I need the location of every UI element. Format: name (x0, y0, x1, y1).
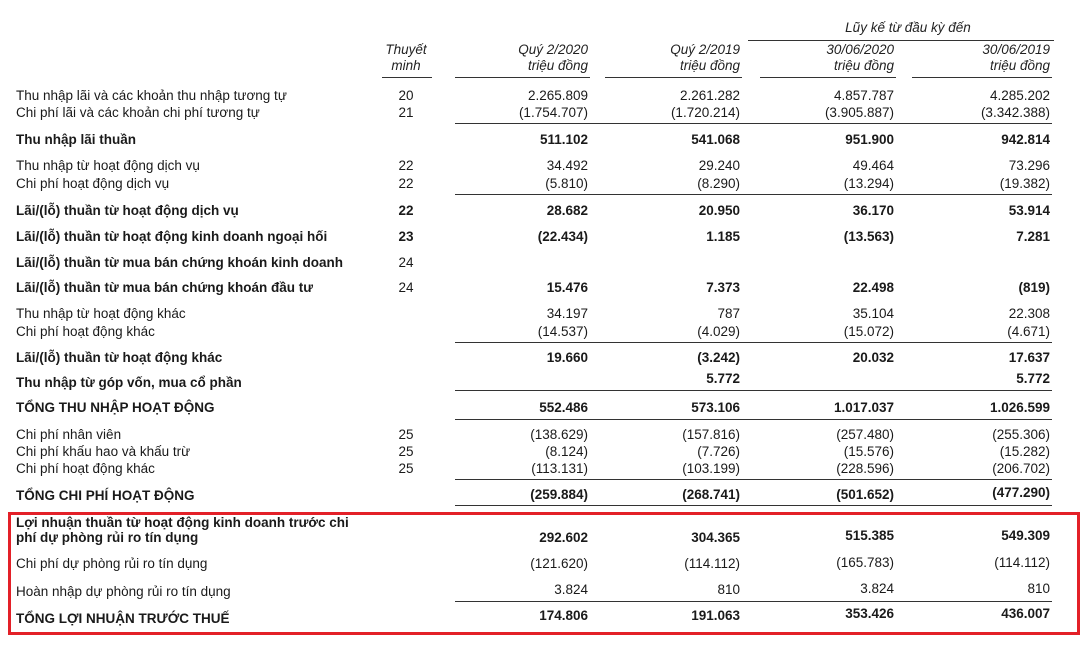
row-value-q2-2019: (114.112) (684, 556, 740, 571)
row-label: Lãi/(lỗ) thuần từ hoạt động khác (16, 350, 223, 365)
row-value-q2-2019: (3.242) (697, 350, 740, 365)
row-value-q2-2020: 34.197 (546, 306, 588, 321)
q2-2020-column-header: Quý 2/2020 triệu đồng (518, 42, 588, 73)
row-value-q2-2020: 2.265.809 (527, 88, 588, 103)
row-value-q2-2019: (268.741) (682, 487, 740, 502)
row-value-ytd-2019: (15.282) (999, 444, 1050, 459)
row-value-ytd-2019: (255.306) (992, 427, 1050, 442)
row-note: 24 (398, 255, 414, 270)
row-label: Thu nhập từ hoạt động khác (16, 306, 186, 321)
row-label: TỔNG CHI PHÍ HOẠT ĐỘNG (16, 488, 195, 503)
row-note: 25 (398, 461, 414, 476)
row-label: Chi phí lãi và các khoản chi phí tương tự (16, 105, 260, 120)
row-value-ytd-2019: 7.281 (1016, 229, 1050, 244)
row-note: 22 (398, 176, 414, 191)
row-value-q2-2019: 20.950 (698, 203, 740, 218)
row-label: Thu nhập từ hoạt động dịch vụ (16, 158, 200, 173)
row-value-q2-2020: 15.476 (546, 280, 588, 295)
row-value-ytd-2019: 1.026.599 (989, 400, 1050, 415)
row-value-ytd-2020: (13.294) (843, 176, 894, 191)
row-value-q2-2020: (5.810) (545, 176, 588, 191)
row-value-ytd-2020: 36.170 (852, 203, 894, 218)
row-value-ytd-2019: 810 (1027, 581, 1050, 596)
row-value-ytd-2020: 49.464 (852, 158, 894, 173)
row-value-ytd-2020: (165.783) (836, 555, 894, 570)
row-note: 22 (398, 158, 414, 173)
subtotal-rule (455, 390, 1052, 391)
row-value-q2-2020: 3.824 (554, 582, 588, 597)
row-value-q2-2019: 810 (717, 582, 740, 597)
ytd-2019-column-header: 30/06/2019 triệu đồng (982, 42, 1050, 73)
row-value-ytd-2020: (3.905.887) (824, 105, 894, 120)
row-label: Chi phí dự phòng rủi ro tín dụng (16, 556, 208, 571)
row-value-q2-2020: 174.806 (539, 608, 588, 623)
row-note: 22 (398, 203, 414, 218)
row-value-ytd-2020: 951.900 (845, 132, 894, 147)
row-value-q2-2020: (138.629) (530, 427, 588, 442)
ytd-2020-column-header: 30/06/2020 triệu đồng (826, 42, 894, 73)
row-value-ytd-2019: (114.112) (994, 555, 1050, 570)
row-label: Chi phí hoạt động khác (16, 324, 155, 339)
row-value-ytd-2019: 73.296 (1008, 158, 1050, 173)
row-value-q2-2020: 19.660 (546, 350, 588, 365)
row-value-ytd-2019: 53.914 (1008, 203, 1050, 218)
row-value-q2-2019: 787 (717, 306, 740, 321)
row-value-ytd-2020: (501.652) (836, 487, 894, 502)
note-column-header: Thuyết minh (385, 42, 427, 73)
row-value-ytd-2019: (19.382) (999, 176, 1050, 191)
row-value-q2-2020: 292.602 (539, 530, 588, 545)
row-value-q2-2019: 541.068 (691, 132, 740, 147)
row-note: 23 (398, 229, 414, 244)
row-value-q2-2020: (259.884) (530, 487, 588, 502)
row-label: Chi phí hoạt động dịch vụ (16, 176, 170, 191)
row-value-q2-2019: (157.816) (682, 427, 740, 442)
row-label: Chi phí nhân viên (16, 427, 122, 442)
row-label: TỔNG THU NHẬP HOẠT ĐỘNG (16, 400, 215, 415)
row-label: Thu nhập lãi và các khoản thu nhập tương tự (16, 88, 287, 103)
row-value-q2-2019: 7.373 (706, 280, 740, 295)
row-value-ytd-2019: 4.285.202 (989, 88, 1050, 103)
row-label: Lãi/(lỗ) thuần từ mua bán chứng khoán đầu tư (16, 280, 314, 295)
row-value-ytd-2019: 942.814 (1001, 132, 1050, 147)
row-value-q2-2019: 1.185 (706, 229, 740, 244)
row-value-q2-2020: (121.620) (530, 556, 588, 571)
header-underline-note (382, 77, 432, 78)
row-value-q2-2019: (4.029) (697, 324, 740, 339)
subtotal-rule (455, 342, 1052, 343)
row-value-ytd-2019: 17.637 (1008, 350, 1050, 365)
row-value-ytd-2019: (3.342.388) (980, 105, 1050, 120)
row-label: TỔNG LỢI NHUẬN TRƯỚC THUẾ (16, 611, 230, 626)
row-value-ytd-2019: (819) (1018, 280, 1050, 295)
row-value-q2-2019: 2.261.282 (679, 88, 740, 103)
q2-2019-column-header: Quý 2/2019 triệu đồng (670, 42, 740, 73)
row-value-ytd-2020: 3.824 (860, 581, 894, 596)
row-value-ytd-2019: (4.671) (1007, 324, 1050, 339)
row-value-ytd-2020: 1.017.037 (833, 400, 894, 415)
cumulative-header-rule (748, 40, 1054, 41)
row-value-q2-2019: (7.726) (697, 444, 740, 459)
row-value-q2-2020: 34.492 (546, 158, 588, 173)
subtotal-rule (455, 505, 1052, 506)
row-note: 21 (398, 105, 414, 120)
row-value-q2-2019: (8.290) (697, 176, 740, 191)
row-value-ytd-2020: 20.032 (852, 350, 894, 365)
row-value-ytd-2020: (13.563) (843, 229, 894, 244)
header-underline-c3 (760, 77, 896, 78)
header-underline-c4 (912, 77, 1052, 78)
row-value-ytd-2020: (15.072) (843, 324, 894, 339)
row-label: Lãi/(lỗ) thuần từ hoạt động kinh doanh ngoại hối (16, 229, 328, 244)
row-value-q2-2019: 5.772 (706, 371, 740, 386)
row-note: 25 (398, 427, 414, 442)
row-value-ytd-2020: 515.385 (845, 528, 894, 543)
row-note: 24 (398, 280, 414, 295)
row-value-ytd-2019: 436.007 (1001, 606, 1050, 621)
cumulative-header: Lũy kế từ đầu kỳ đến (845, 20, 971, 35)
row-value-q2-2020: (8.124) (545, 444, 588, 459)
row-value-ytd-2020: 22.498 (852, 280, 894, 295)
row-value-q2-2020: 511.102 (539, 132, 588, 147)
row-label: Thu nhập lãi thuần (16, 132, 136, 147)
row-value-q2-2019: 573.106 (691, 400, 740, 415)
row-value-q2-2020: (14.537) (537, 324, 588, 339)
row-label: Hoàn nhập dự phòng rủi ro tín dụng (16, 584, 231, 599)
row-value-ytd-2020: 35.104 (852, 306, 894, 321)
row-label: Chi phí khấu hao và khấu trừ (16, 444, 191, 459)
row-value-ytd-2019: (206.702) (992, 461, 1050, 476)
row-label: Lợi nhuận thuần từ hoạt động kinh doanh trước chi phí dự phòng rủi ro tín dụng (16, 515, 349, 545)
row-value-q2-2019: 304.365 (691, 530, 740, 545)
row-value-ytd-2019: 549.309 (1001, 528, 1050, 543)
row-label: Thu nhập từ góp vốn, mua cổ phần (16, 375, 242, 390)
row-value-q2-2019: 191.063 (691, 608, 740, 623)
row-label: Lãi/(lỗ) thuần từ mua bán chứng khoán kinh doanh (16, 255, 344, 270)
row-label: Chi phí hoạt động khác (16, 461, 155, 476)
header-underline-c1 (455, 77, 590, 78)
row-value-ytd-2020: (257.480) (836, 427, 894, 442)
row-value-q2-2019: 29.240 (698, 158, 740, 173)
row-value-ytd-2019: (477.290) (992, 485, 1050, 500)
row-value-ytd-2020: (228.596) (836, 461, 894, 476)
row-value-ytd-2019: 5.772 (1016, 371, 1050, 386)
row-value-q2-2020: (113.131) (531, 461, 588, 476)
row-note: 20 (398, 88, 414, 103)
row-note: 25 (398, 444, 414, 459)
subtotal-rule (455, 601, 1052, 602)
row-value-q2-2020: (1.754.707) (518, 105, 588, 120)
header-underline-c2 (605, 77, 742, 78)
row-value-ytd-2020: 4.857.787 (833, 88, 894, 103)
row-value-q2-2019: (103.199) (682, 461, 740, 476)
subtotal-rule (455, 479, 1052, 480)
subtotal-rule (455, 419, 1052, 420)
row-value-ytd-2020: (15.576) (843, 444, 894, 459)
row-value-q2-2020: (22.434) (537, 229, 588, 244)
row-value-q2-2020: 552.486 (539, 400, 588, 415)
row-label: Lãi/(lỗ) thuần từ hoạt động dịch vụ (16, 203, 239, 218)
row-value-q2-2019: (1.720.214) (670, 105, 740, 120)
row-value-ytd-2019: 22.308 (1008, 306, 1050, 321)
row-value-ytd-2020: 353.426 (845, 606, 894, 621)
subtotal-rule (455, 123, 1052, 124)
subtotal-rule (455, 194, 1052, 195)
row-value-q2-2020: 28.682 (546, 203, 588, 218)
